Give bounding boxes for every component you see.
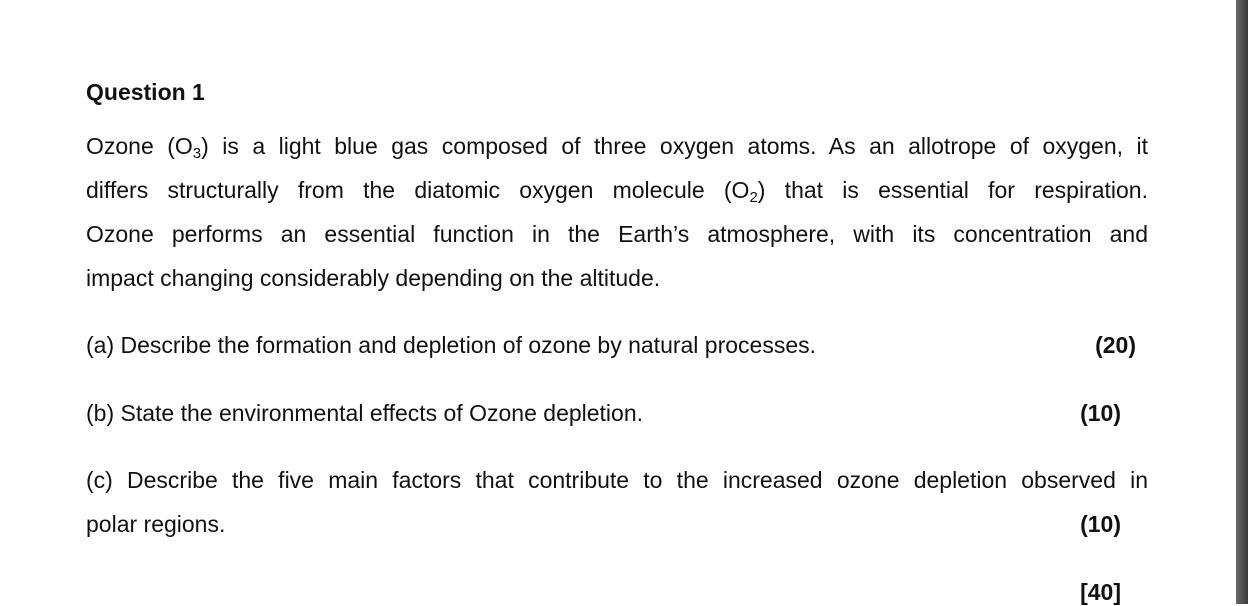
scrollbar[interactable]: [1236, 0, 1248, 604]
intro-line-4: impact changing considerably depending on the altitude.: [86, 265, 661, 291]
intro-line-1: [86, 132, 1148, 160]
question-title: Question 1: [86, 79, 205, 105]
part-c-text-line-2: polar regions.: [86, 511, 226, 537]
intro-line-1-start: Ozone (O: [86, 133, 193, 159]
intro-line-2-end: ) that is essential for respiration.: [757, 177, 1148, 203]
part-c-marks: (10): [1080, 511, 1121, 537]
part-b-text: (b) State the environmental effects of Ozone depletion.: [86, 400, 644, 426]
ozone-subscript: 3: [192, 145, 202, 162]
part-b-marks: (10): [1080, 400, 1121, 426]
part-a-text: (a) Describe the formation and depletion of ozone by natural processes.: [86, 332, 817, 358]
part-c-text-line-1: (c) Describe the five main factors that contribute to the increased ozone depletion observed in: [86, 467, 1148, 493]
intro-line-2: [86, 176, 1148, 204]
total-marks: [40]: [1080, 579, 1121, 605]
part-a-marks: (20): [1095, 332, 1136, 358]
intro-line-3: Ozone performs an essential function in the Earth’s atmosphere, with its concentration and: [86, 221, 1148, 247]
intro-line-1-end: ) is a light blue gas composed of three oxygen atoms. As an allotrope of oxygen, it: [201, 133, 1148, 159]
oxygen-subscript: 2: [749, 189, 758, 206]
intro-line-2-start: differs structurally from the diatomic oxygen molecule (O: [86, 177, 750, 203]
